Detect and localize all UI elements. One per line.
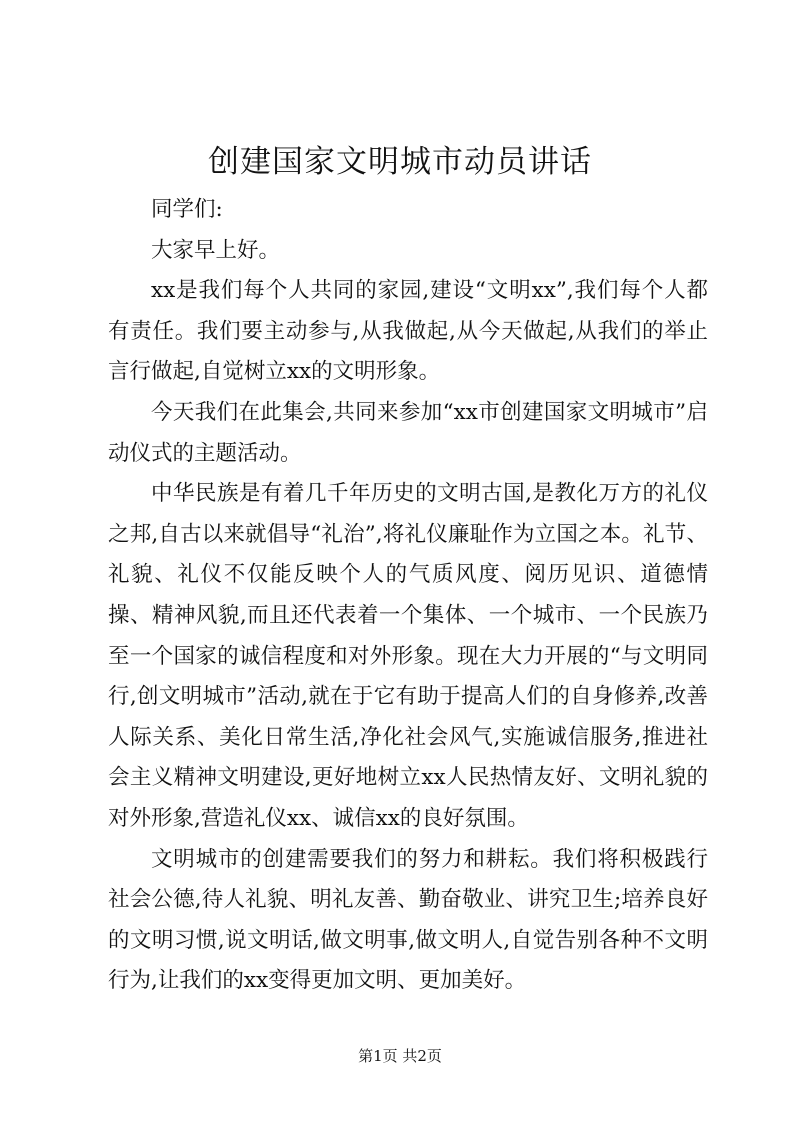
paragraph-assembly: 今天我们在此集会,共同来参加“xx市创建国家文明城市”启动仪式的主题活动。 bbox=[108, 399, 708, 466]
paragraph-civilization: 中华民族是有着几千年历史的文明古国,是教化万方的礼仪之邦,自古以来就倡导“礼治”,将礼仪廉耻作为立国之本。礼节、礼貌、礼仪不仅能反映个人的气质风度、阅历见识、道德情操、精神风貌,而且还代表着一个集体、一个城市、一个民族乃至一个国家的诚信程度和对外形象。现在大力开展的“与文明同行,创文明城市”活动,就在于它有助于提高人们的自身修养,改善人际关系、美化日常生活,净化社会风气,实施诚信服务,推进社会主义精神文明建设,更好地树立xx人民热情友好、文明礼貌的对外形象,营造礼仪xx、诚信xx的良好氛围。 bbox=[108, 481, 708, 831]
paragraph-home: xx是我们每个人共同的家园,建设“文明xx”,我们每个人都有责任。我们要主动参与,从我做起,从今天做起,从我们的举止言行做起,自觉树立xx的文明形象。 bbox=[108, 278, 708, 385]
paragraph-effort: 文明城市的创建需要我们的努力和耕耘。我们将积极践行社会公德,待人礼貌、明礼友善、勤奋敬业、讲究卫生;培养良好的文明习惯,说文明话,做文明事,做文明人,自觉告别各种不文明行为,让我们的xx变得更加文明、更加美好。 bbox=[108, 846, 708, 994]
page-number: 第1页 共2页 bbox=[358, 1047, 442, 1065]
document-title: 创建国家文明城市动员讲话 bbox=[208, 144, 592, 180]
paragraph-morning: 大家早上好。 bbox=[151, 237, 281, 263]
paragraph-greeting: 同学们: bbox=[151, 197, 223, 222]
document-body bbox=[108, 190, 708, 1002]
